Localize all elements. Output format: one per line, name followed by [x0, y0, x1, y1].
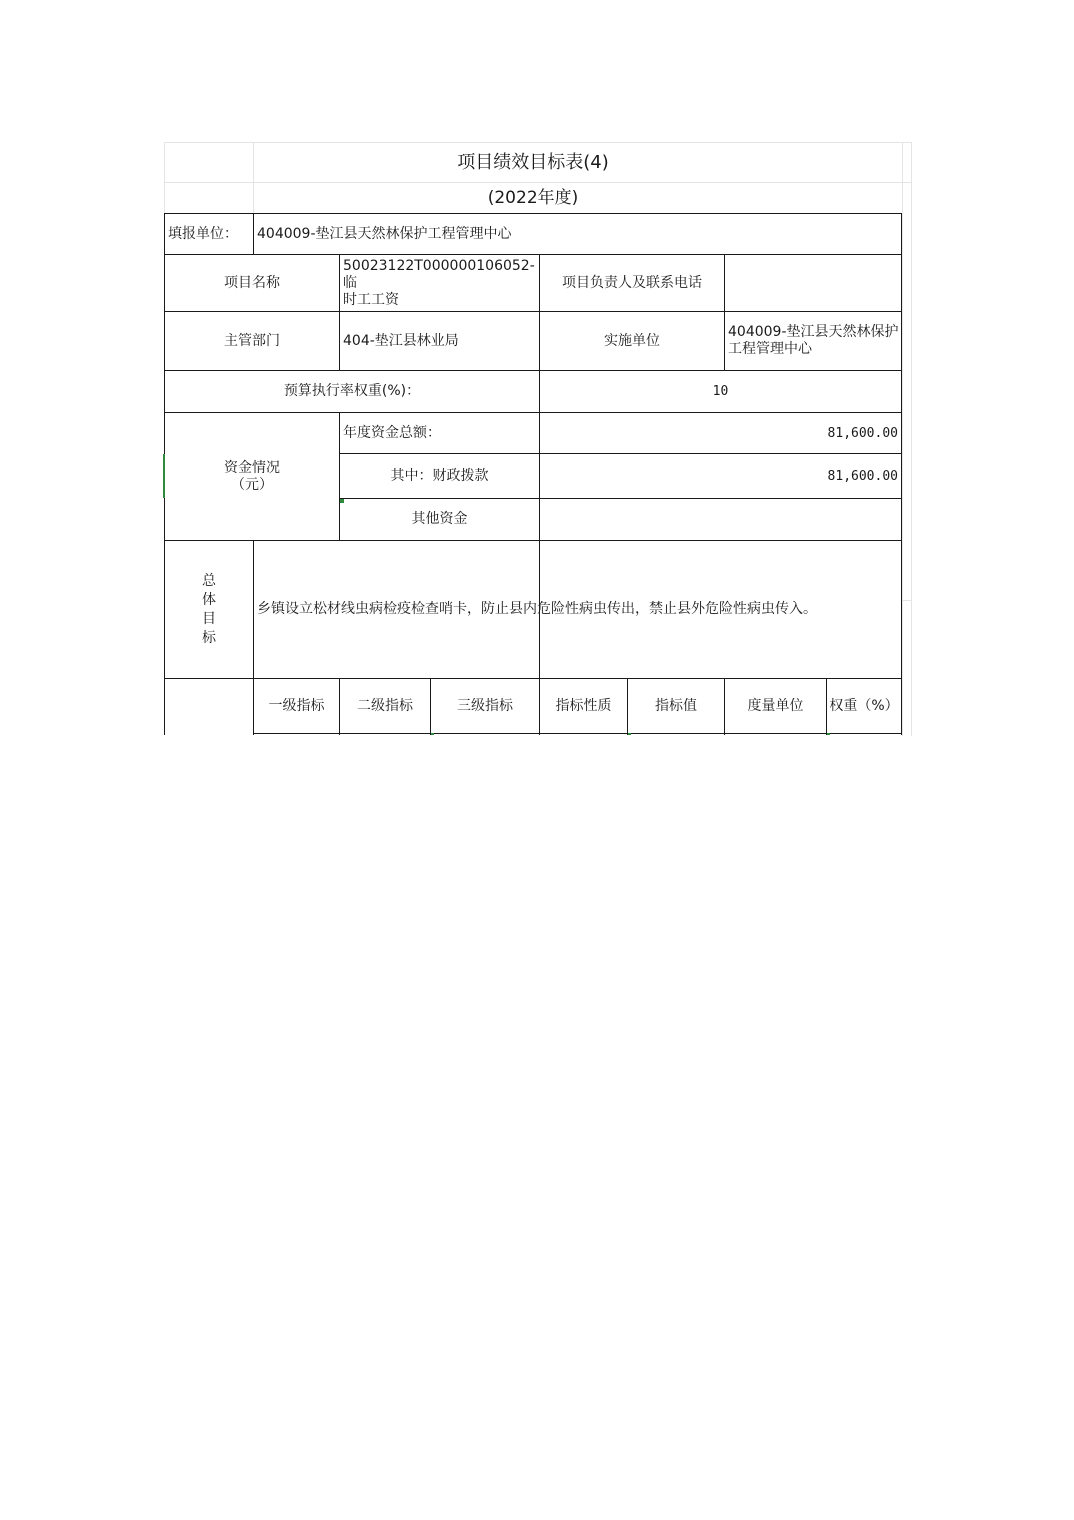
indicator-header: 指标值: [655, 697, 697, 714]
overall-goal-text: 乡镇设立松材线虫病检疫检查哨卡，防止县内危险性病虫传出，禁止县外危险性病虫传入。: [257, 601, 817, 617]
project-name-value: [340, 255, 539, 311]
goal-char: 总: [202, 572, 216, 589]
gridline: [164, 142, 912, 143]
fiscal-value: 81,600.00: [827, 468, 898, 484]
budget-weight-label: 预算执行率权重(%)：: [283, 383, 421, 399]
contact-value: [725, 255, 901, 311]
funds-label-line2: （元）: [231, 476, 273, 493]
table-border: [901, 213, 902, 735]
fiscal-label: 其中：财政拨款: [390, 467, 489, 484]
impl-line2: 工程管理中心: [728, 341, 812, 357]
contact-label: 项目负责人及联系电话: [562, 274, 702, 291]
goal-char: 体: [202, 591, 216, 608]
impl-value: [725, 312, 901, 370]
overall-goal-label: [165, 541, 253, 678]
table-border: [253, 733, 902, 734]
indicator-header: 度量单位: [747, 697, 804, 714]
impl-line1: 404009-垫江县天然林保护: [728, 324, 899, 340]
goal-char: 标: [202, 629, 216, 646]
selection-mark: [431, 733, 434, 735]
indicator-header: 权重（%）: [829, 697, 899, 714]
selection-mark: [628, 733, 631, 735]
unit-value: 404009-垫江县天然林保护工程管理中心: [257, 225, 512, 242]
indicator-header: 指标性质: [555, 697, 612, 714]
page-title: 项目绩效目标表(4): [457, 152, 609, 173]
project-name-label: 项目名称: [224, 274, 280, 291]
annual-total-label: 年度资金总额：: [343, 424, 441, 441]
dept-label: 主管部门: [224, 332, 280, 349]
other-funds-value: [540, 499, 901, 540]
other-funds-label: 其他资金: [411, 511, 468, 527]
gridline: [902, 142, 903, 736]
project-name-line1: 50023122T000000106052-临: [343, 257, 535, 291]
goal-char: 目: [202, 610, 216, 627]
year-subtitle: (2022年度): [487, 188, 579, 208]
gridline: [902, 600, 912, 601]
project-name-line2: 时工工资: [343, 291, 399, 308]
annual-total-value: 81,600.00: [827, 425, 898, 441]
impl-label: 实施单位: [604, 332, 660, 349]
gridline: [911, 142, 912, 736]
budget-weight-value: 10: [712, 384, 729, 399]
indicator-header: 二级指标: [357, 697, 413, 714]
funds-label-line1: 资金情况: [224, 459, 280, 476]
selection-mark: [827, 733, 830, 735]
unit-label: 填报单位：: [168, 225, 238, 242]
worksheet: [164, 142, 912, 736]
indicator-header: 一级指标: [268, 697, 325, 714]
dept-value: 404-垫江县林业局: [343, 332, 459, 349]
indicator-header: 三级指标: [457, 697, 513, 714]
funds-label: [165, 413, 339, 540]
gridline: [164, 182, 912, 183]
